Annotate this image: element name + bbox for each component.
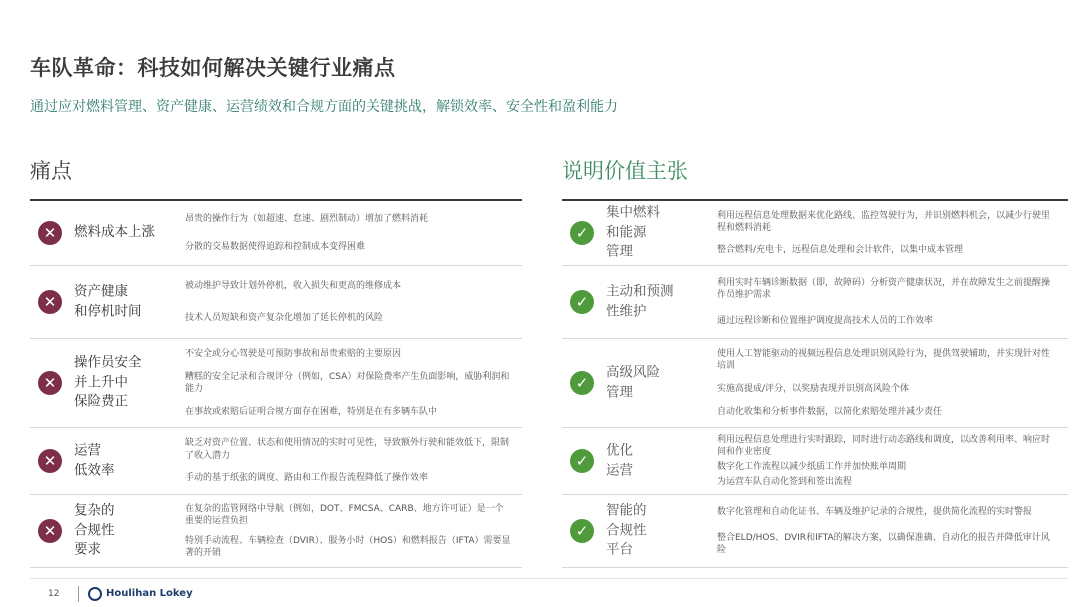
value-prop-row: [562, 428, 1068, 495]
check-circle-icon: ✓: [570, 519, 594, 543]
x-circle-icon: ✕: [38, 290, 62, 314]
pain-point-label: 操作员安全 并上升中 保险费正: [74, 354, 142, 410]
page-subtitle: 通过应对燃料管理、资产健康、运营绩效和合规方面的关键挑战，解锁效率、安全性和盈利能力: [30, 99, 618, 115]
pain-point-row: [30, 428, 522, 495]
description-line: 数字化管理和自动化证书、车辆及维护记录的合规性，提供简化流程的实时警报: [717, 506, 1033, 517]
description-line: 分散的交易数据使得追踪和控制成本变得困难: [185, 241, 366, 252]
description-line: 整合ELD/HOS、DVIR和IFTA的解决方案，以确保准确、自动化的报告并降低审计风险: [717, 532, 1050, 555]
x-circle-icon: ✕: [38, 449, 62, 473]
value-prop-description: [717, 432, 1058, 490]
pain-point-description: [185, 432, 512, 490]
value-prop-label: 集中燃料 和能源 管理: [606, 204, 660, 260]
pain-point-row: [30, 266, 522, 339]
globe-logo-icon: [88, 587, 102, 601]
description-line: 实施高提成/评分，以奖励表现并识别高风险个体: [717, 383, 910, 394]
description-line: 不安全或分心驾驶是可预防事故和昂贵索赔的主要原因: [185, 349, 402, 360]
footer-separator: [78, 586, 79, 602]
description-line: 数字化工作流程以减少纸质工作并加快账单周期: [717, 461, 907, 472]
pain-point-description: [185, 499, 512, 563]
x-circle-icon: ✕: [38, 221, 62, 245]
description-line: 缺乏对资产位置、状态和使用情况的实时可见性，导致额外行驶和能效低下，限制了收入潜力: [185, 438, 510, 461]
value-prop-row: [562, 201, 1068, 266]
brand-logo-text: Houlihan Lokey: [106, 588, 193, 599]
description-line: 特别手动流程、车辆检查（DVIR）、服务小时（HOS）和燃料报告（IFTA）需要显著的开销: [185, 535, 511, 558]
description-line: 昂贵的操作行为（如超速、怠速、剧烈制动）增加了燃料消耗: [185, 213, 429, 224]
pain-point-label: 运营 低效率: [74, 442, 115, 478]
value-prop-description: [717, 270, 1058, 334]
description-line: 使用人工智能驱动的视频远程信息处理识别风险行为，提供驾驶辅助，并实现针对性培训: [717, 349, 1051, 372]
page-number: 12: [48, 589, 60, 599]
description-line: 在事故或索赔后证明合规方面存在困难，特别是在有多辆车队中: [185, 406, 438, 417]
value-prop-label: 优化 运营: [606, 442, 633, 478]
description-line: 在复杂的监管网络中导航（例如，DOT、FMCSA、CARB、地方许可证）是一个重要的运营负担: [185, 503, 504, 526]
pain-point-description: [185, 270, 512, 334]
description-line: 利用远程信息处理数据来优化路线、监控驾驶行为，并识别燃料机会，以减少行驶里程和燃料消耗: [717, 210, 1051, 234]
description-line: 糟糕的安全记录和合规评分（例如，CSA）对保险费率产生负面影响，威胁利润和能力: [185, 371, 510, 394]
check-circle-icon: ✓: [570, 290, 594, 314]
description-line: 自动化收集和分析事件数据，以简化索赔处理并减少责任: [717, 406, 943, 417]
description-line: 整合燃料/充电卡，远程信息处理和会计软件，以集中成本管理: [717, 244, 964, 255]
value-prop-label: 主动和预测 性维护: [606, 283, 674, 319]
pain-point-label: 资产健康 和停机时间: [74, 283, 142, 319]
description-line: 利用远程信息处理进行实时跟踪，同时进行动态路线和调度，以改善利用率、响应时间和作业密度: [717, 434, 1051, 457]
value-prop-description: [717, 343, 1058, 423]
description-line: 为运营车队自动化签到和签出流程: [717, 477, 853, 488]
x-circle-icon: ✕: [38, 371, 62, 395]
page-title: 车队革命：科技如何解决关键行业痛点: [30, 56, 396, 80]
value-props-heading: 说明价值主张: [562, 159, 688, 183]
pain-point-label: 燃料成本上涨: [74, 224, 155, 241]
value-prop-description: [717, 499, 1058, 563]
check-circle-icon: ✓: [570, 221, 594, 245]
description-line: 通过远程诊断和位置维护调度提高技术人员的工作效率: [717, 315, 934, 326]
description-line: 被动维护导致计划外停机，收入损失和更高的维修成本: [185, 280, 402, 291]
value-prop-row: [562, 339, 1068, 428]
check-circle-icon: ✓: [570, 371, 594, 395]
description-line: 技术人员短缺和资产复杂化增加了延长停机的风险: [185, 312, 384, 323]
pain-point-label: 复杂的 合规性 要求: [74, 502, 115, 558]
description-line: 手动的基于纸张的调度、路由和工作报告流程降低了操作效率: [185, 473, 429, 484]
value-prop-row: [562, 266, 1068, 339]
x-circle-icon: ✕: [38, 519, 62, 543]
pain-point-row: [30, 495, 522, 568]
pain-point-description: [185, 343, 512, 423]
pain-points-heading: 痛点: [30, 159, 72, 183]
value-prop-label: 高级风险 管理: [606, 364, 660, 400]
pain-point-row: [30, 201, 522, 266]
footer-divider: [30, 578, 1068, 579]
value-prop-row: [562, 495, 1068, 568]
check-circle-icon: ✓: [570, 449, 594, 473]
pain-point-description: [185, 205, 512, 261]
pain-point-row: [30, 339, 522, 428]
value-prop-description: [717, 205, 1058, 261]
value-prop-label: 智能的 合规性 平台: [606, 502, 647, 558]
description-line: 利用实时车辆诊断数据（即，故障码）分析资产健康状况，并在故障发生之前提醒操作员维护需求: [717, 277, 1051, 301]
